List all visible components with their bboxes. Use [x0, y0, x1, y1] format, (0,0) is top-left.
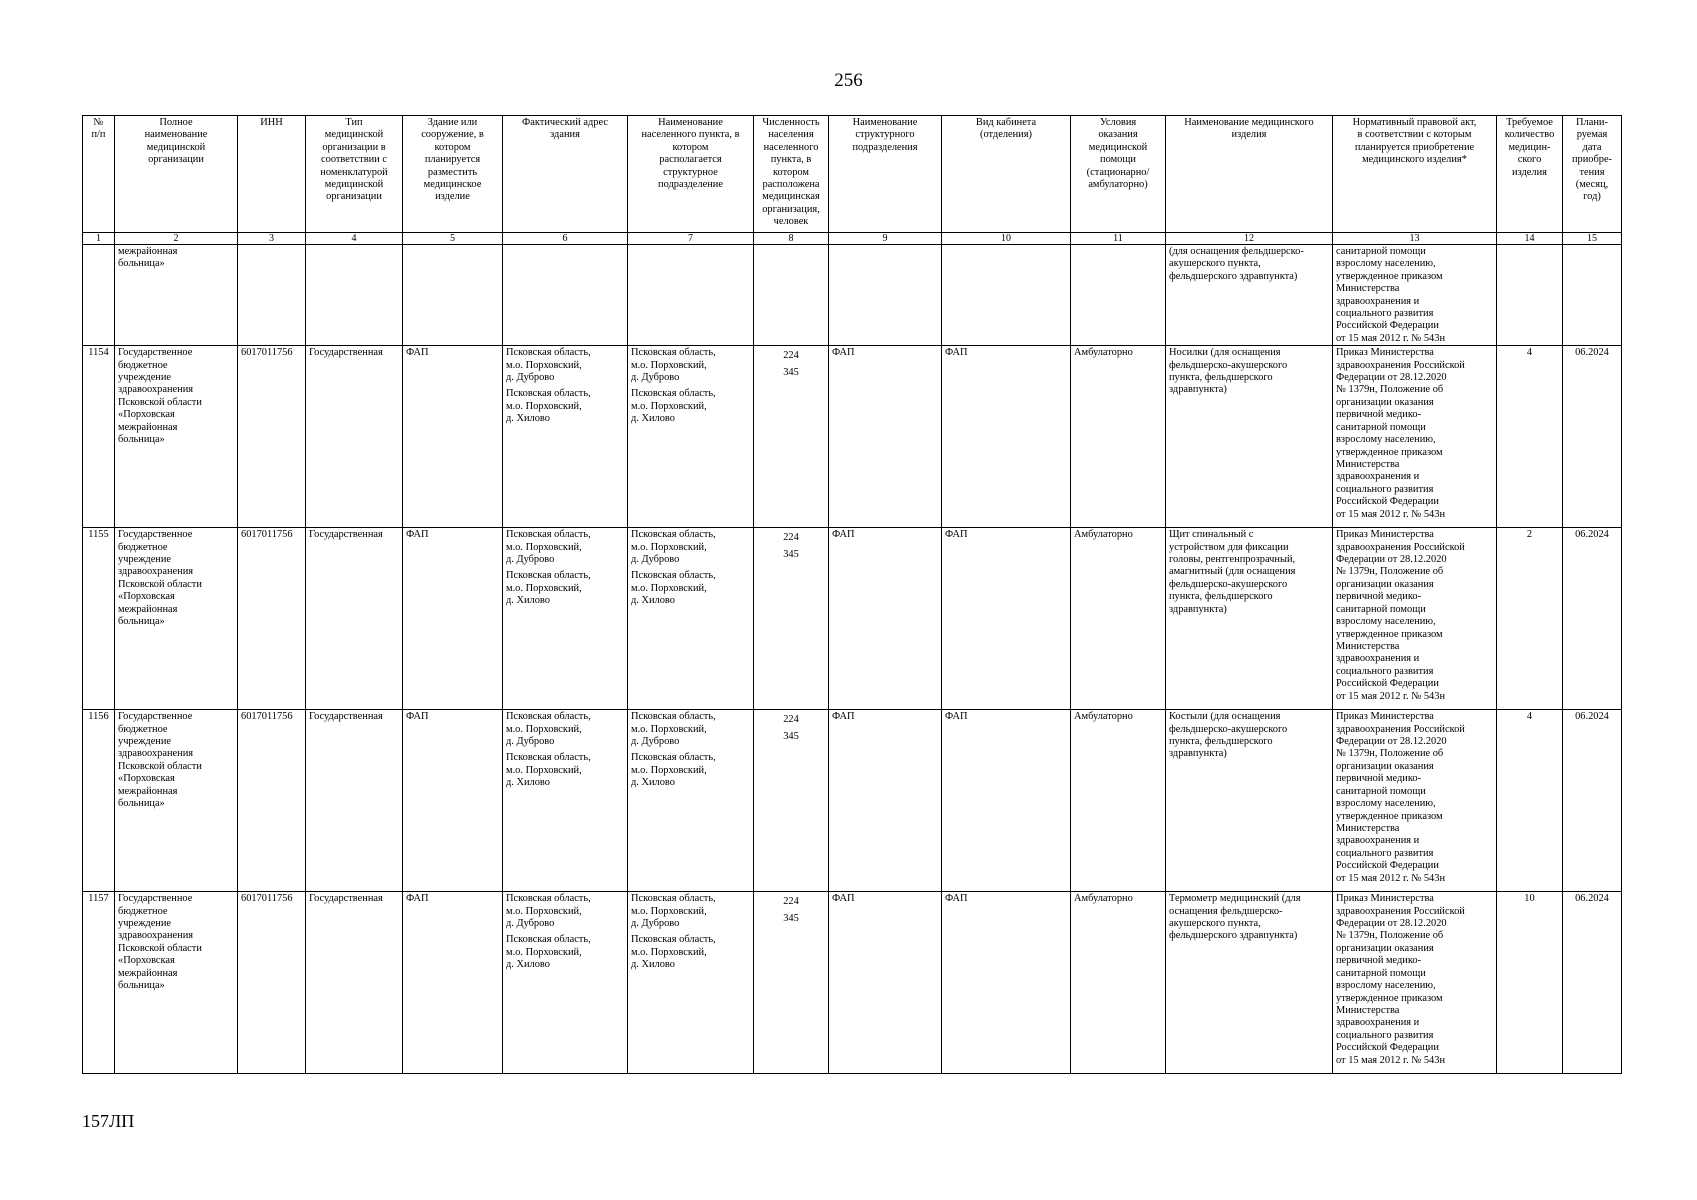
settlement-line: Псковская область, м.о. Порховский, д. Дуброво [631, 347, 716, 384]
table-row [83, 710, 1622, 892]
quantity: 2 [1497, 528, 1563, 710]
settlement-line: Псковская область, м.о. Порховский, д. Хилово [631, 752, 716, 789]
address-line: Псковская область, м.о. Порховский, д. Дуброво [506, 347, 591, 384]
column-number: 3 [238, 233, 306, 245]
org-name: Государственное бюджетное учреждение здравоохранения Псковской области «Порховская межрайонная больница» [115, 528, 238, 710]
building: ФАП [403, 710, 503, 892]
device-name: Костыли (для оснащения фельдшерско-акушерского пункта, фельдшерского здравпункта) [1166, 710, 1333, 892]
quantity: 4 [1497, 710, 1563, 892]
column-number: 2 [115, 233, 238, 245]
org-type: Государственная [306, 892, 403, 1074]
inn: 6017011756 [238, 710, 306, 892]
settlement-line: Псковская область, м.о. Порховский, д. Дуброво [631, 529, 716, 566]
column-header: Численность населения населенного пункта, в котором расположена медицинская организация, человек [754, 116, 829, 233]
building: ФАП [403, 892, 503, 1074]
device-cell: (для оснащения фельдшерско- акушерского пункта, фельдшерского здравпункта) [1166, 245, 1333, 346]
column-header: Нормативный правовой акт, в соответствии с которым планируется приобретение медицинского изделия* [1333, 116, 1497, 233]
address-line: Псковская область, м.о. Порховский, д. Хилово [506, 934, 591, 971]
structural-unit: ФАП [829, 892, 942, 1074]
address-line: Псковская область, м.о. Порховский, д. Хилово [506, 388, 591, 425]
settlement-line: Псковская область, м.о. Порховский, д. Дуброво [631, 711, 716, 748]
column-header: Плани- руемая дата приобре- тения (месяц, год) [1563, 116, 1622, 233]
purchase-date: 06.2024 [1563, 346, 1622, 528]
address-cell [503, 346, 628, 528]
act-cell: санитарной помощи взрослому населению, утвержденное приказом Министерства здравоохранения и социального развития Российской Федерации от 15 мая 2012 г. № 543н [1333, 245, 1497, 346]
column-number: 9 [829, 233, 942, 245]
purchase-date: 06.2024 [1563, 710, 1622, 892]
column-number: 5 [403, 233, 503, 245]
column-number: 13 [1333, 233, 1497, 245]
cell-population [754, 245, 829, 346]
page-number: 256 [834, 70, 863, 91]
legal-act: Приказ Министерства здравоохранения Российской Федерации от 28.12.2020 № 1379н, Положение об организации оказания первичной медико- санитарной помощи взрослому населению, утвержденное приказом Министерства здравоохранения и социального развития Российской Федерации от 15 мая 2012 г. № 543н [1333, 710, 1497, 892]
column-header: № п/п [83, 116, 115, 233]
org-name-cell: межрайонная больница» [115, 245, 238, 346]
population: 224 345 [754, 892, 829, 1074]
cell-num [83, 245, 115, 346]
cabinet-type: ФАП [942, 710, 1071, 892]
cell-quantity [1497, 245, 1563, 346]
column-number-row [83, 233, 1622, 245]
settlement-cell [628, 710, 754, 892]
settlement-line: Псковская область, м.о. Порховский, д. Дуброво [631, 893, 716, 930]
address-cell [503, 710, 628, 892]
column-number: 8 [754, 233, 829, 245]
cell-settlement [628, 245, 754, 346]
care-conditions: Амбулаторно [1071, 528, 1166, 710]
device-name: Носилки (для оснащения фельдшерско-акушерского пункта, фельдшерского здравпункта) [1166, 346, 1333, 528]
cabinet-type: ФАП [942, 346, 1071, 528]
column-number: 7 [628, 233, 754, 245]
population: 224 345 [754, 710, 829, 892]
inn: 6017011756 [238, 528, 306, 710]
org-type: Государственная [306, 346, 403, 528]
column-header: Наименование населенного пункта, в котором располагается структурное подразделение [628, 116, 754, 233]
care-conditions: Амбулаторно [1071, 892, 1166, 1074]
column-header: Полное наименование медицинской организации [115, 116, 238, 233]
address-line: Псковская область, м.о. Порховский, д. Хилово [506, 570, 591, 607]
org-type: Государственная [306, 528, 403, 710]
device-name: Щит спинальный с устройством для фиксации головы, рентгенпрозрачный, амагнитный (для оснащения фельдшерско-акушерского пункта, фельдшерского здравпункта) [1166, 528, 1333, 710]
header-row [83, 116, 1622, 233]
table-row [83, 346, 1622, 528]
table-row [83, 892, 1622, 1074]
structural-unit: ФАП [829, 710, 942, 892]
row-number: 1154 [83, 346, 115, 528]
column-number: 6 [503, 233, 628, 245]
structural-unit: ФАП [829, 528, 942, 710]
org-name: Государственное бюджетное учреждение здравоохранения Псковской области «Порховская межрайонная больница» [115, 892, 238, 1074]
equipment-table [82, 115, 1622, 1074]
column-number: 10 [942, 233, 1071, 245]
column-number: 4 [306, 233, 403, 245]
column-number: 11 [1071, 233, 1166, 245]
inn: 6017011756 [238, 346, 306, 528]
table-row [83, 528, 1622, 710]
column-header: Наименование структурного подразделения [829, 116, 942, 233]
cell-type [306, 245, 403, 346]
address-line: Псковская область, м.о. Порховский, д. Хилово [506, 752, 591, 789]
column-header: Требуемое количество медицин- ского изделия [1497, 116, 1563, 233]
column-header: ИНН [238, 116, 306, 233]
address-cell [503, 528, 628, 710]
settlement-line: Псковская область, м.о. Порховский, д. Хилово [631, 388, 716, 425]
settlement-cell [628, 892, 754, 1074]
care-conditions: Амбулаторно [1071, 710, 1166, 892]
address-line: Псковская область, м.о. Порховский, д. Дуброво [506, 893, 591, 930]
purchase-date: 06.2024 [1563, 892, 1622, 1074]
care-conditions: Амбулаторно [1071, 346, 1166, 528]
column-header: Тип медицинской организации в соответствии с номенклатурой медицинской организации [306, 116, 403, 233]
population: 224 345 [754, 346, 829, 528]
org-name: Государственное бюджетное учреждение здравоохранения Псковской области «Порховская межрайонная больница» [115, 346, 238, 528]
legal-act: Приказ Министерства здравоохранения Российской Федерации от 28.12.2020 № 1379н, Положение об организации оказания первичной медико- санитарной помощи взрослому населению, утвержденное приказом Министерства здравоохранения и социального развития Российской Федерации от 15 мая 2012 г. № 543н [1333, 528, 1497, 710]
continuation-row [83, 245, 1622, 346]
column-header: Фактический адрес здания [503, 116, 628, 233]
settlement-line: Псковская область, м.о. Порховский, д. Хилово [631, 934, 716, 971]
row-number: 1157 [83, 892, 115, 1074]
org-name: Государственное бюджетное учреждение здравоохранения Псковской области «Порховская межрайонная больница» [115, 710, 238, 892]
column-header: Наименование медицинского изделия [1166, 116, 1333, 233]
column-number: 12 [1166, 233, 1333, 245]
cell-unit [829, 245, 942, 346]
cell-building [403, 245, 503, 346]
row-number: 1155 [83, 528, 115, 710]
address-line: Псковская область, м.о. Порховский, д. Дуброво [506, 711, 591, 748]
purchase-date: 06.2024 [1563, 528, 1622, 710]
column-header: Вид кабинета (отделения) [942, 116, 1071, 233]
cell-address [503, 245, 628, 346]
legal-act: Приказ Министерства здравоохранения Российской Федерации от 28.12.2020 № 1379н, Положение об организации оказания первичной медико- санитарной помощи взрослому населению, утвержденное приказом Министерства здравоохранения и социального развития Российской Федерации от 15 мая 2012 г. № 543н [1333, 346, 1497, 528]
column-header: Здание или сооружение, в котором планируется разместить медицинское изделие [403, 116, 503, 233]
cell-date [1563, 245, 1622, 346]
address-line: Псковская область, м.о. Порховский, д. Дуброво [506, 529, 591, 566]
structural-unit: ФАП [829, 346, 942, 528]
cell-inn [238, 245, 306, 346]
column-number: 14 [1497, 233, 1563, 245]
quantity: 10 [1497, 892, 1563, 1074]
cell-conditions [1071, 245, 1166, 346]
quantity: 4 [1497, 346, 1563, 528]
settlement-line: Псковская область, м.о. Порховский, д. Хилово [631, 570, 716, 607]
device-name: Термометр медицинский (для оснащения фельдшерско- акушерского пункта, фельдшерского здравпункта) [1166, 892, 1333, 1074]
cabinet-type: ФАП [942, 528, 1071, 710]
legal-act: Приказ Министерства здравоохранения Российской Федерации от 28.12.2020 № 1379н, Положение об организации оказания первичной медико- санитарной помощи взрослому населению, утвержденное приказом Министерства здравоохранения и социального развития Российской Федерации от 15 мая 2012 г. № 543н [1333, 892, 1497, 1074]
cabinet-type: ФАП [942, 892, 1071, 1074]
population: 224 345 [754, 528, 829, 710]
column-number: 15 [1563, 233, 1622, 245]
cell-cabinet [942, 245, 1071, 346]
settlement-cell [628, 528, 754, 710]
inn: 6017011756 [238, 892, 306, 1074]
settlement-cell [628, 346, 754, 528]
column-header: Условия оказания медицинской помощи (стационарно/ амбулаторно) [1071, 116, 1166, 233]
building: ФАП [403, 528, 503, 710]
address-cell [503, 892, 628, 1074]
footer-code: 157ЛП [82, 1111, 135, 1131]
building: ФАП [403, 346, 503, 528]
row-number: 1156 [83, 710, 115, 892]
column-number: 1 [83, 233, 115, 245]
org-type: Государственная [306, 710, 403, 892]
